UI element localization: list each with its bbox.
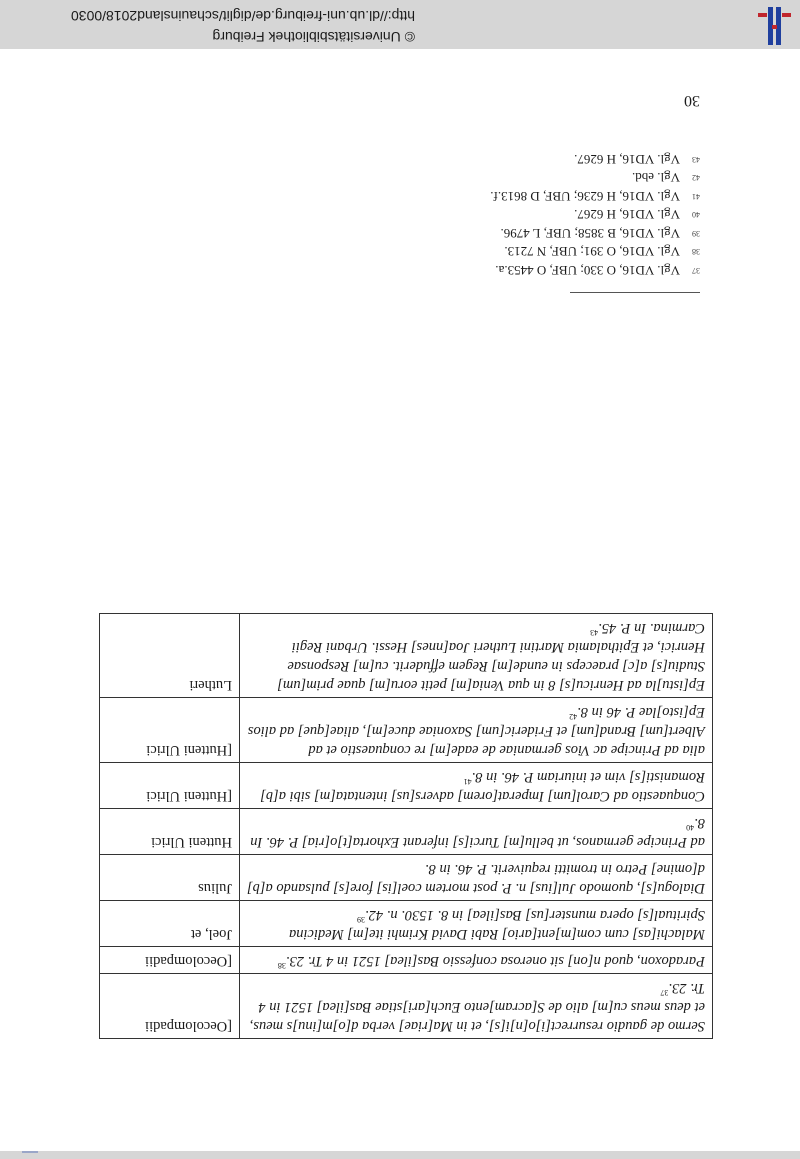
footnote-text: Vgl. VD16, H 6267. — [574, 152, 680, 167]
footnote-text: Vgl. VD16, O 330; UBF, O 4453.a. — [495, 263, 680, 278]
catalog-table — [99, 613, 713, 1039]
footnote-number: 43 — [692, 155, 700, 164]
table-row — [100, 809, 713, 855]
title-text: Malachi[as] cum com[m]ent[ario] Rabi David Krimhi ite[m] Medicina Spiritual[s] opera munster[us] Bas[ilea] in 8. 1530. n. 42. — [288, 907, 705, 942]
footnote-text: Vgl. VD16, B 3858; UBF, L 4796. — [500, 226, 680, 241]
title-text: Ep[istu]la ad Henricu[s] 8 in qua Venia[m] petit eoru[m] quae prim[um] Studiu[s] a[c] praeceps in eunde[m] Regem effuderit. cu[m] Responsae Henrici, et Epithalamia Martini Lutheri Joa[nnes] Hessi. Urbani Regii Carmina. In P. 45. — [277, 620, 705, 693]
footnote-text: Vgl. VD16, H 6267. — [574, 207, 680, 223]
footnote-text: Vgl. VD16, O 391; UBF, N 7213. — [504, 244, 680, 260]
title-text: Paradoxon, quod n[on] sit onerosa confessio Bas[ilea] 1521 in 4 Tr. 23. — [285, 953, 705, 969]
title-cell — [240, 947, 713, 974]
author-cell: Julius — [100, 855, 240, 901]
table-row — [100, 974, 713, 1039]
title-text: ad Principe germanos, ut bellu[m] Turci[s] inferant Exhorta[t]o[ria] P. 46. In 8. — [250, 815, 705, 850]
footnote-ref: 39 — [357, 914, 366, 924]
table-row — [100, 947, 713, 974]
title-cell — [240, 974, 713, 1039]
title-cell — [240, 614, 713, 698]
footnote-number: 37 — [692, 266, 700, 275]
footer-bar — [0, 0, 800, 49]
footnote-ref: 37 — [660, 987, 669, 997]
author-cell: Hutteni Ulrici — [100, 809, 240, 855]
ub-freiburg-logo-icon — [755, 0, 795, 47]
footnote-text: Vgl. VD16, H 6236; UBF, D 8613.f. — [490, 189, 680, 204]
footnote — [140, 187, 700, 206]
footnote — [140, 205, 700, 224]
table-row — [100, 901, 713, 947]
author-cell: [Oecolompadii — [100, 947, 240, 974]
footnote-number: 39 — [692, 229, 700, 238]
footnote-ref: 40 — [686, 822, 695, 832]
page-number: 30 — [684, 92, 700, 109]
footnote-ref: 41 — [463, 776, 472, 786]
footnote-number: 41 — [692, 192, 700, 201]
table-row — [100, 614, 713, 698]
footnote-ref: 43 — [590, 627, 599, 637]
title-cell — [240, 809, 713, 855]
footer-copyright: © Universitätsbibliothek Freiburg — [212, 29, 415, 45]
title-text: alia ad Principe ac Vios germaniae de eade[m] re conquaestio et ad Albert[um] Brand[um] et Frideric[um] Saxoniae duce[m], aliae[que] ad alios Ep[isto]lae P. 46 in 8. — [247, 704, 705, 758]
table-row — [100, 763, 713, 809]
footnote — [140, 242, 700, 261]
footer-url-link[interactable]: http://dl.ub.uni-freiburg.de/diglit/schauinsland2018/0030 — [70, 8, 415, 24]
author-cell: [Hutteni Ulrici — [100, 763, 240, 809]
footnote-ref: 38 — [277, 960, 286, 970]
footnote-rule — [570, 292, 700, 293]
title-text: Dialogu[s], quomodo Jul[ius] n. P. post mortem coel[is] fore[s] pulsando a[b] d[omine] Petro in tromitti requiverit. P. 46. in 8. — [247, 861, 705, 896]
footnote-number: 40 — [692, 210, 700, 220]
footnote-number: 38 — [692, 247, 700, 257]
top-bar — [0, 1151, 800, 1159]
table-row — [100, 698, 713, 763]
footnote-text: Vgl. ebd. — [631, 170, 680, 186]
author-cell: [Oecolompadii — [100, 974, 240, 1039]
table-row — [100, 855, 713, 901]
footnote-list — [140, 150, 700, 280]
footnote-number: 42 — [692, 173, 700, 183]
footnote — [140, 224, 700, 243]
footnote — [140, 261, 700, 280]
footnote — [140, 168, 700, 187]
author-cell: Lutheri — [100, 614, 240, 698]
title-text: Conquaestio ad Carol[um] Imperat[orem] advers[us] intentata[m] sibi a[b] Romanisti[s] vim et iniuriam P. 46. in 8. — [260, 769, 705, 804]
author-cell: Joel, et — [100, 901, 240, 947]
title-cell — [240, 901, 713, 947]
corner-mark — [22, 1151, 38, 1153]
title-text: Sermo de gaudio resurrect[i]o[n]i[s], et in Ma[riae] verba d[o]m[inu]s meus, et deus meus cu[m] alio de S[acram]ento Euch[ari]stiae Bas[ilea] 1521 in 4 Tr. 23. — [249, 980, 705, 1034]
author-cell: [Hutteni Ulrici — [100, 698, 240, 763]
footnote — [140, 150, 700, 169]
title-cell — [240, 855, 713, 901]
footnote-ref: 42 — [569, 711, 578, 721]
title-cell — [240, 698, 713, 763]
title-cell — [240, 763, 713, 809]
